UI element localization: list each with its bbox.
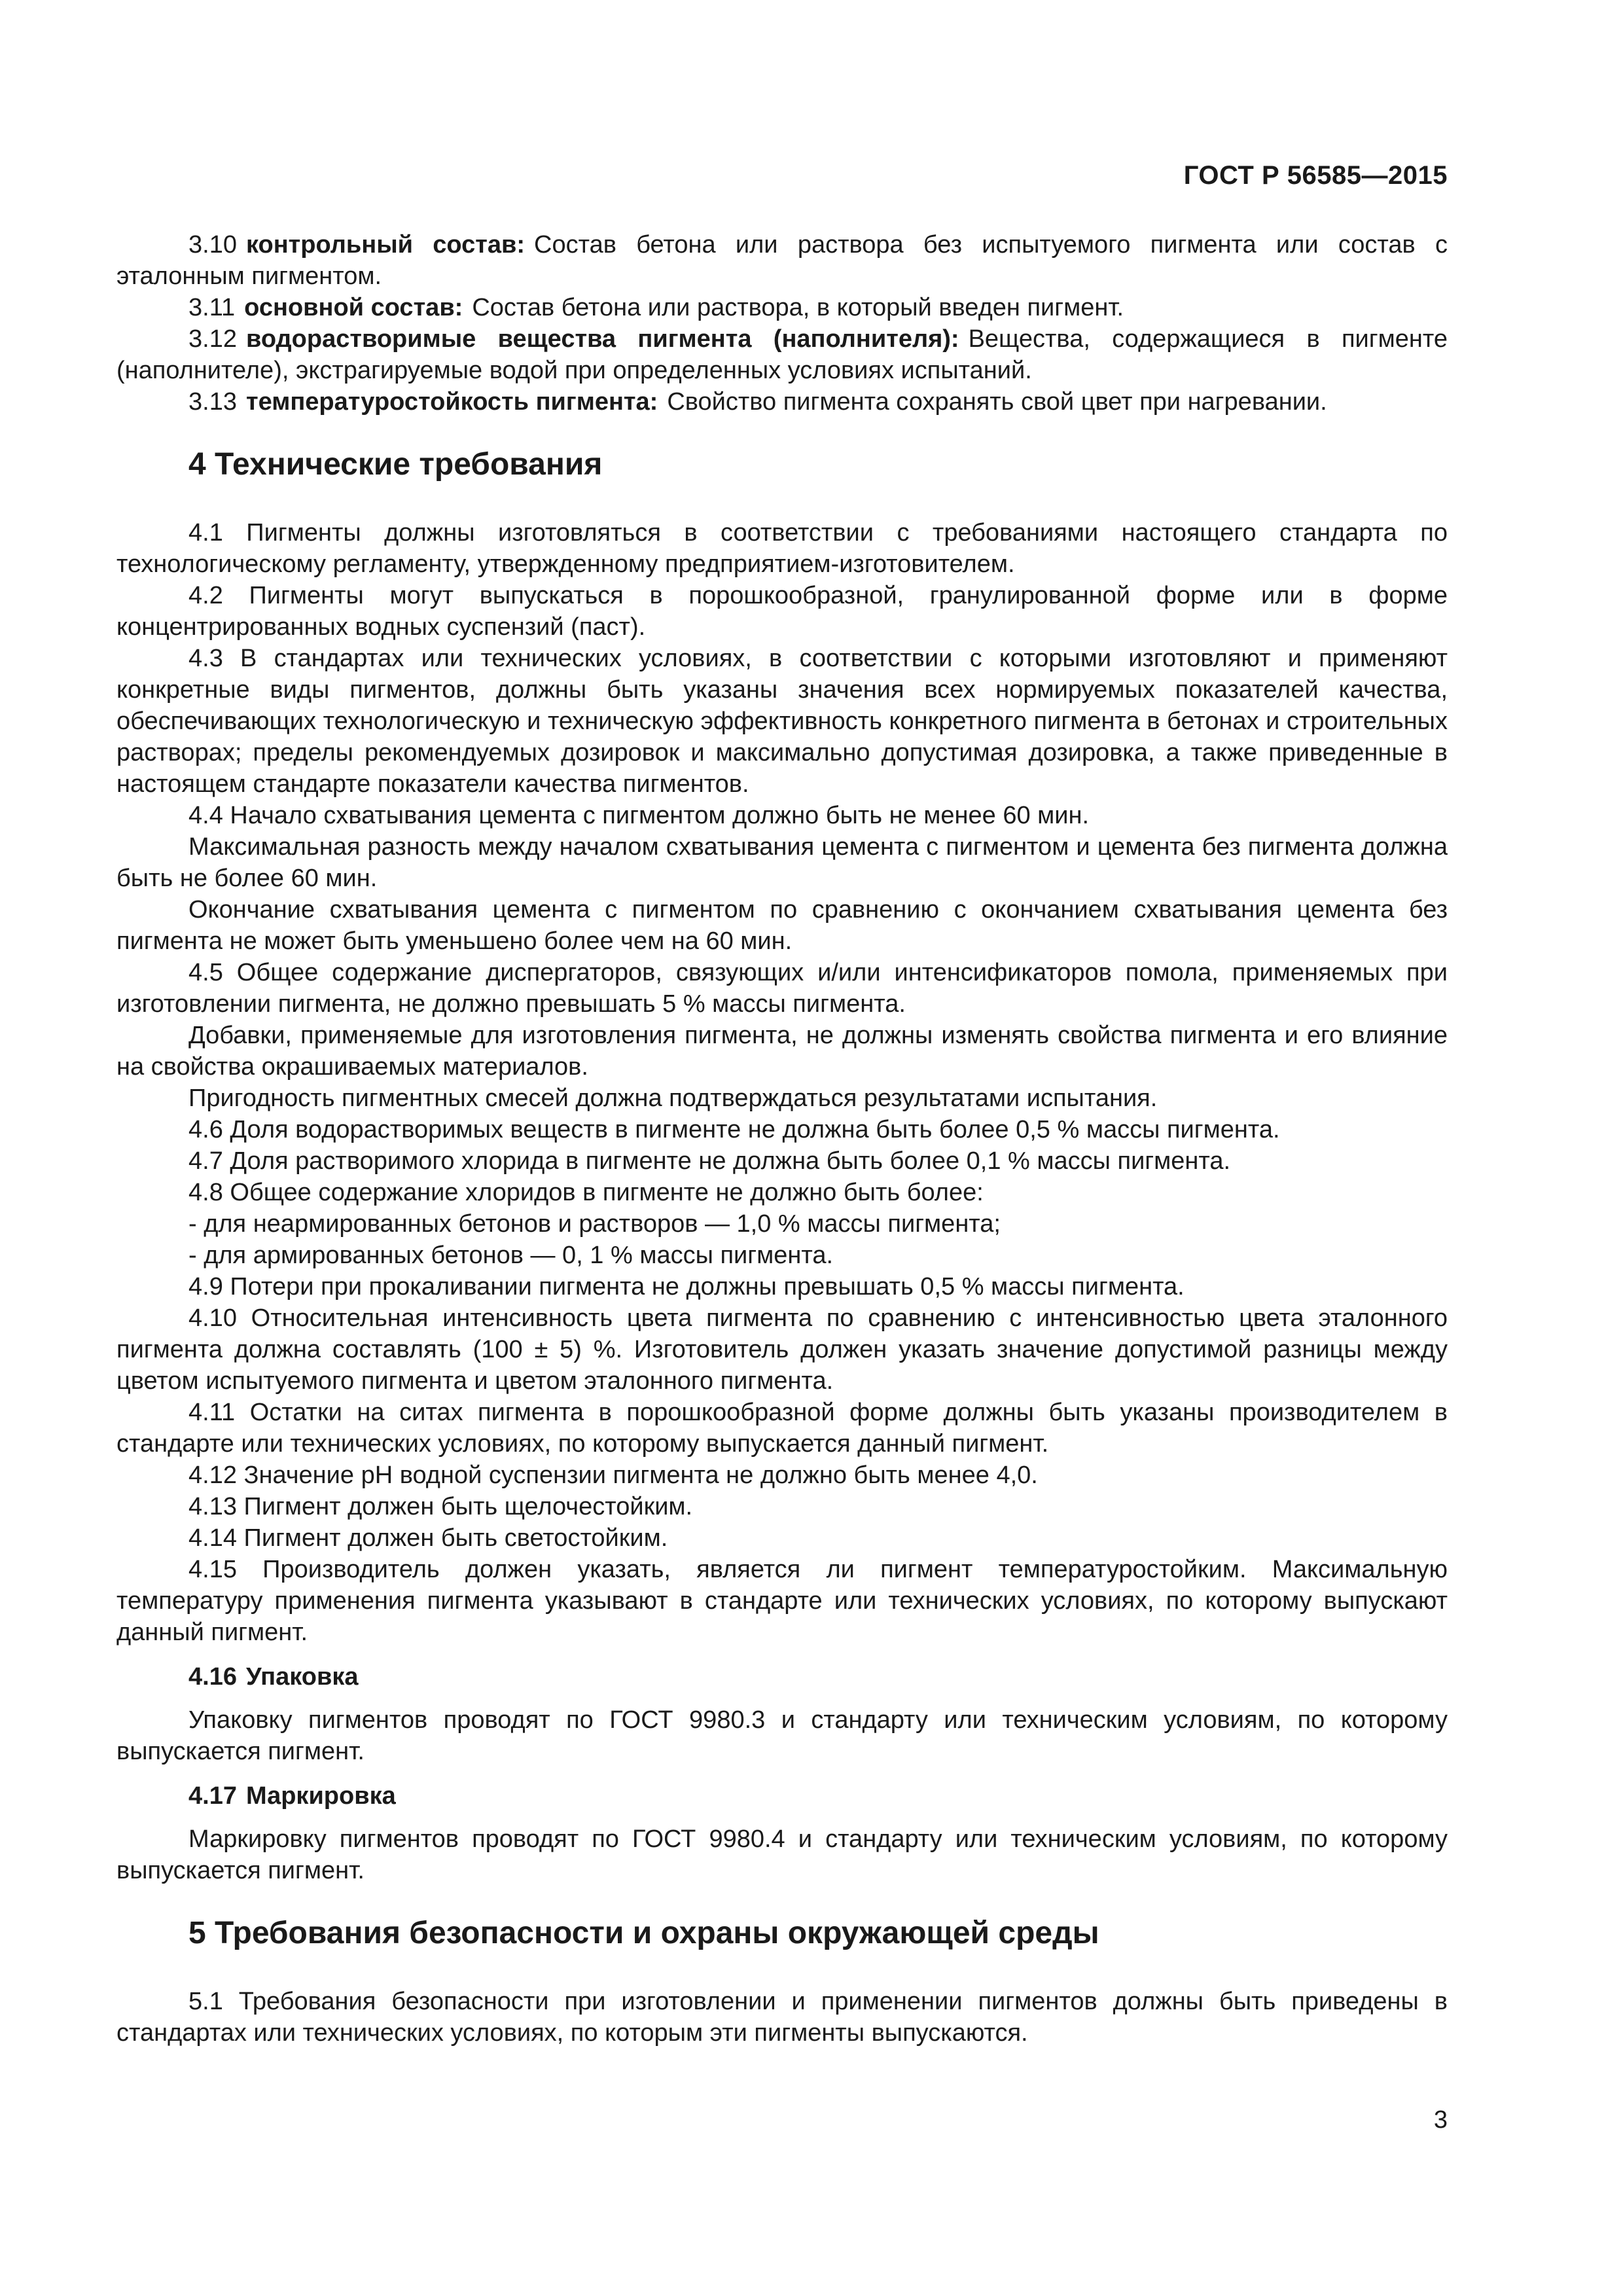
paragraph: Добавки, применяемые для изготовления пигмента, не должны изменять свойства пигмента и его влияние на свойства окрашиваемых материалов. <box>116 1022 1448 1081</box>
paragraph: 4.14 Пигмент должен быть светостойким. <box>188 1524 668 1552</box>
paragraph: 4.15 Производитель должен указать, является ли пигмент температуростойким. Максимальную температуру применения пигмента указывают в стандарте или технических условиях, по которому выпускают данный пигмент. <box>116 1556 1448 1646</box>
definition-3-12: 3.12 водорастворимые вещества пигмента (наполнителя): Вещества, содержащиеся в пигменте (наполнителе), экстрагируемые водой при определенных условиях испытаний. <box>116 325 1448 384</box>
page-number: 3 <box>1433 2106 1448 2134</box>
paragraph: 4.1 Пигменты должны изготовляться в соответствии с требованиями настоящего стандарта по технологическому регламенту, утвержденному предприятием-изготовителем. <box>116 519 1448 578</box>
subsection-4-16-title: 4.16 Упаковка <box>188 1663 359 1691</box>
section-5-title: 5 Требования безопасности и охраны окружающей среды <box>188 1916 1099 1950</box>
paragraph: 4.6 Доля водорастворимых веществ в пигменте не должна быть более 0,5 % массы пигмента. <box>188 1116 1280 1143</box>
paragraph: 4.13 Пигмент должен быть щелочестойким. <box>188 1493 693 1520</box>
list-item: - для армированных бетонов — 0, 1 % массы пигмента. <box>188 1242 834 1269</box>
paragraph: 4.2 Пигменты могут выпускаться в порошкообразной, гранулированной форме или в форме концентрированных водных суспензий (паст). <box>116 582 1448 641</box>
document-body <box>116 229 1448 2049</box>
list-item: - для неармированных бетонов и растворов — 1,0 % массы пигмента; <box>188 1210 1001 1238</box>
definition-term: температуростойкость пигмента: <box>245 388 658 416</box>
paragraph: Максимальная разность между началом схватывания цемента с пигментом и цемента без пигмента должна быть не более 60 мин. <box>116 833 1448 892</box>
paragraph: 4.4 Начало схватывания цемента с пигментом должно быть не менее 60 мин. <box>188 802 1090 829</box>
paragraph: Пригодность пигментных смесей должна подтверждаться результатами испытания. <box>188 1085 1158 1112</box>
paragraph: 4.10 Относительная интенсивность цвета пигмента по сравнению с интенсивностью цвета эталонного пигмента должна составлять (100 ± 5) %. Изготовитель должен указать значение допустимой разницы между цветом испытуемого пигмента и цветом эталонного пигмента. <box>116 1304 1448 1395</box>
section-4-title: 4 Технические требования <box>188 447 603 482</box>
paragraph: Упаковку пигментов проводят по ГОСТ 9980.3 и стандарту или техническим условиям, по которому выпускается пигмент. <box>116 1706 1448 1765</box>
definition-3-10: 3.10 контрольный состав: Состав бетона или раствора без испытуемого пигмента или состав с эталонным пигментом. <box>116 231 1448 290</box>
paragraph: 4.3 В стандартах или технических условиях, в соответствии с которыми изготовляют и применяют конкретные виды пигментов, должны быть указаны значения всех нормируемых показателей качества, обеспечивающих технологическую и техническую эффективность конкретного пигмента в бетонах и строительных растворах; пределы рекомендуемых дозировок и максимально допустимая дозировка, а также приведенные в настоящем стандарте показатели качества пигментов. <box>116 645 1448 798</box>
paragraph: 4.12 Значение pH водной суспензии пигмента не должно быть менее 4,0. <box>188 1462 1038 1489</box>
paragraph: Маркировку пигментов проводят по ГОСТ 9980.4 и стандарту или техническим условиям, по которому выпускается пигмент. <box>116 1825 1448 1884</box>
paragraph: 4.11 Остатки на ситах пигмента в порошкообразной форме должны быть указаны производителем в стандарте или технических условиях, по которому выпускается данный пигмент. <box>116 1399 1448 1458</box>
paragraph: 4.7 Доля растворимого хлорида в пигменте не должна быть более 0,1 % массы пигмента. <box>188 1147 1231 1175</box>
definition-3-13: 3.13 температуростойкость пигмента: Свойство пигмента сохранять свой цвет при нагревании. <box>188 388 1327 416</box>
document-code: ГОСТ Р 56585—2015 <box>1183 161 1448 190</box>
definition-term: контрольный состав: <box>245 231 526 259</box>
paragraph: 4.9 Потери при прокаливании пигмента не должны превышать 0,5 % массы пигмента. <box>188 1273 1185 1300</box>
subsection-4-17-title: 4.17 Маркировка <box>188 1782 396 1810</box>
paragraph: 5.1 Требования безопасности при изготовлении и применении пигментов должны быть приведены в стандартах или технических условиях, по которым эти пигменты выпускаются. <box>116 1988 1448 2047</box>
definition-term: основной состав: <box>244 294 463 321</box>
paragraph: 4.8 Общее содержание хлоридов в пигменте не должно быть более: <box>188 1179 984 1206</box>
definition-3-11: 3.11 основной состав: Состав бетона или раствора, в который введен пигмент. <box>188 294 1124 321</box>
paragraph: 4.5 Общее содержание диспергаторов, связующих и/или интенсификаторов помола, применяемых при изготовлении пигмента, не должно превышать 5 % массы пигмента. <box>116 959 1448 1018</box>
paragraph: Окончание схватывания цемента с пигментом по сравнению с окончанием схватывания цемента без пигмента не может быть уменьшено более чем на 60 мин. <box>116 896 1448 955</box>
definition-term: водорастворимые вещества пигмента (наполнителя): <box>245 325 959 353</box>
